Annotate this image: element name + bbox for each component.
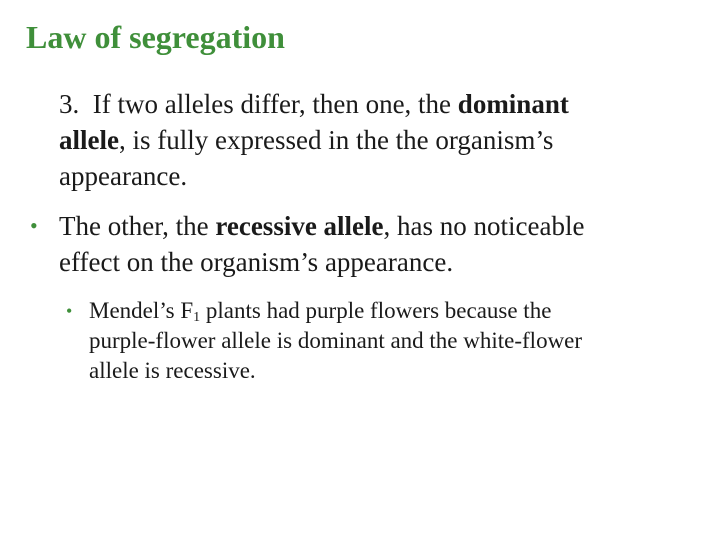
mendel-subbullet-line-3: allele is recessive. [89, 358, 256, 383]
recessive-rest-text: , has no noticeable [383, 211, 585, 241]
mendel-text-b: plants had purple flowers because the [200, 298, 552, 323]
point-3-rest-text: , is fully expressed in the the organism’s [118, 125, 554, 155]
mendel-subbullet [66, 296, 696, 386]
recessive-bullet-line-1 [59, 208, 690, 244]
mendel-text-a: Mendel’s F [89, 298, 194, 323]
recessive-bullet [30, 208, 690, 280]
slide-title: Law of segregation [26, 19, 285, 55]
point-3-bold-allele: allele [59, 125, 119, 155]
point-3-line-2 [59, 122, 679, 158]
recessive-lead-text: The other, the [59, 211, 216, 241]
f1-subscript: 1 [193, 310, 201, 325]
mendel-subbullet-line-1 [89, 296, 696, 326]
recessive-bold-text: recessive allele [215, 211, 384, 241]
mendel-subbullet-line-2: purple-flower allele is dominant and the white-flower [89, 328, 583, 353]
point-3-line-3: appearance. [59, 161, 188, 191]
recessive-bullet-line-2: effect on the organism’s appearance. [59, 247, 454, 277]
point-3-paragraph [59, 86, 679, 194]
point-3-number: 3. [59, 89, 80, 119]
point-3-lead-text: If two alleles differ, then one, the [92, 89, 458, 119]
point-3-line-1 [59, 86, 679, 122]
bullet-marker: • [30, 213, 38, 238]
point-3-bold-dominant: dominant [457, 89, 569, 119]
subbullet-marker: • [66, 301, 73, 321]
